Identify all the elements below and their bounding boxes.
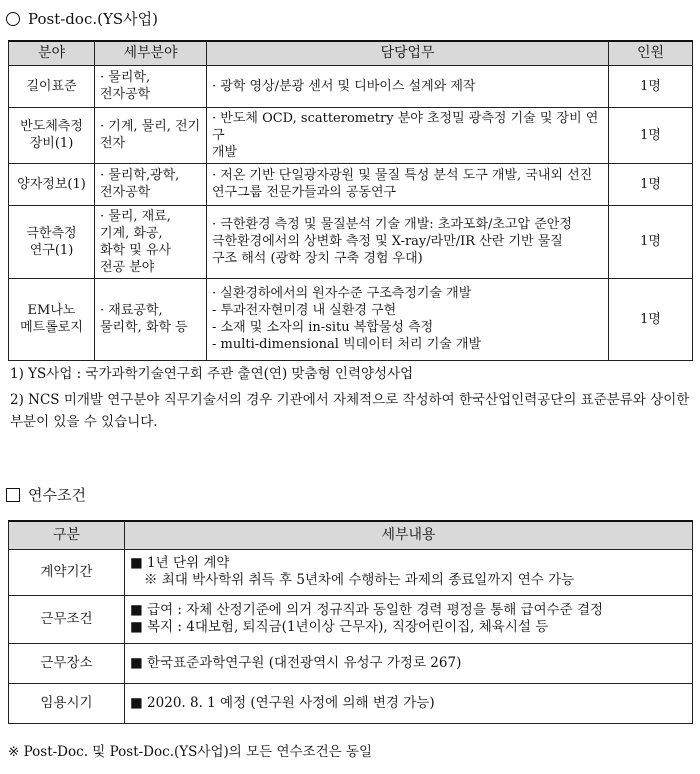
note-1: 1) YS사업 : 국가과학기술연구회 주관 출연(연) 맞춤형 인력양성사업 [10,366,414,382]
field-cell: 반도체측정 장비(1) [9,107,95,163]
table-row [9,643,693,683]
table-row [9,278,693,360]
table-row [9,683,693,723]
table-row [9,595,693,643]
duty-cell: · 광학 영상/분광 센서 및 디바이스 설계와 제작 [207,65,609,107]
count-cell: 1명 [609,163,693,205]
detail-line: ■ 한국표준과학연구원 (대전광역시 유성구 가정로 267) [130,654,462,671]
detail-line: ■ 급여 : 자체 산정기준에 의거 정규직과 동일한 경력 평정을 통해 급여수준 결정 [130,602,604,618]
category-cell: 근무조건 [9,595,125,643]
table-row [9,205,693,278]
table-row [9,107,693,163]
duty-cell: · 반도체 OCD, scatterometry 분야 초정밀 광측정 기술 및 장비 연구 개발 [207,107,609,163]
conditions-table [8,520,693,724]
field-cell: 길이표준 [9,65,95,107]
subfield-cell: · 기계, 물리, 전기 전자 [95,107,207,163]
field-cell: 양자정보(1) [9,163,95,205]
section2-heading [6,484,86,505]
square-bullet-icon [6,488,20,502]
header-details: 세부내용 [125,521,693,549]
positions-table [8,40,693,361]
table-row [9,163,693,205]
section2-title: 연수조건 [28,486,86,504]
duty-cell: · 저온 기반 단일광자광원 및 물질 특성 분석 도구 개발, 국내외 선진 연구그룹 전문가들과의 공동연구 [207,163,609,205]
field-cell: 극한측정 연구(1) [9,205,95,278]
details-cell [125,683,693,723]
category-cell: 임용시기 [9,683,125,723]
subfield-cell: · 물리, 재료, 기계, 화공, 화학 및 유사 전공 분야 [95,205,207,278]
count-cell: 1명 [609,205,693,278]
note-2: 2) NCS 미개발 연구분야 직무기술서의 경우 기관에서 자체적으로 작성하여 한국산업인력공단의 표준분류와 상이한 부분이 있을 수 있습니다. [10,392,690,430]
detail-line: ■ 1년 단위 계약 [130,555,230,571]
table-row [9,65,693,107]
details-cell [125,643,693,683]
details-cell [125,595,693,643]
header-count: 인원 [609,41,693,65]
duty-cell: · 실환경하에서의 원자수준 구조측정기술 개발 - 투과전자현미경 내 실환경 구현 - 소재 및 소자의 in-situ 복합물성 측정 - multi-dimensional 빅데이터 처리 기술 개발 [207,278,609,360]
count-cell: 1명 [609,65,693,107]
section1-title: Post-doc.(YS사업) [28,10,158,28]
header-subfield: 세부분야 [95,41,207,65]
count-cell: 1명 [609,107,693,163]
footer-note: ※ Post-Doc. 및 Post-Doc.(YS사업)의 모든 연수조건은 동일 [8,744,373,760]
duty-cell: · 극한환경 측정 및 물질분석 기술 개발: 초과포화/초고압 준안정 극한환경에서의 상변화 측정 및 X-ray/라만/IR 산란 기반 물질 구조 해석 (광학 장치 구축 경험 우대) [207,205,609,278]
circle-bullet-icon [6,12,20,26]
detail-line: ■ 2020. 8. 1 예정 (연구원 사정에 의해 변경 가능) [130,694,435,711]
header-field: 분야 [9,41,95,65]
header-category: 구분 [9,521,125,549]
subfield-cell: · 물리학,광학, 전자공학 [95,163,207,205]
field-cell: EM나노 메트롤로지 [9,278,95,360]
category-cell: 근무장소 [9,643,125,683]
detail-line: ■ 복지 : 4대보험, 퇴직금(1년이상 근무자), 직장어린이집, 체육시설 등 [130,619,549,635]
category-cell: 계약기간 [9,549,125,595]
count-cell: 1명 [609,278,693,360]
detail-line: ※ 최대 박사학위 취득 후 5년차에 수행하는 과제의 종료일까지 연수 가능 [144,572,575,588]
section1-heading [6,8,158,29]
subfield-cell: · 물리학, 전자공학 [95,65,207,107]
details-cell [125,549,693,595]
table-row [9,549,693,595]
subfield-cell: · 재료공학, 물리학, 화학 등 [95,278,207,360]
header-duty: 담당업무 [207,41,609,65]
